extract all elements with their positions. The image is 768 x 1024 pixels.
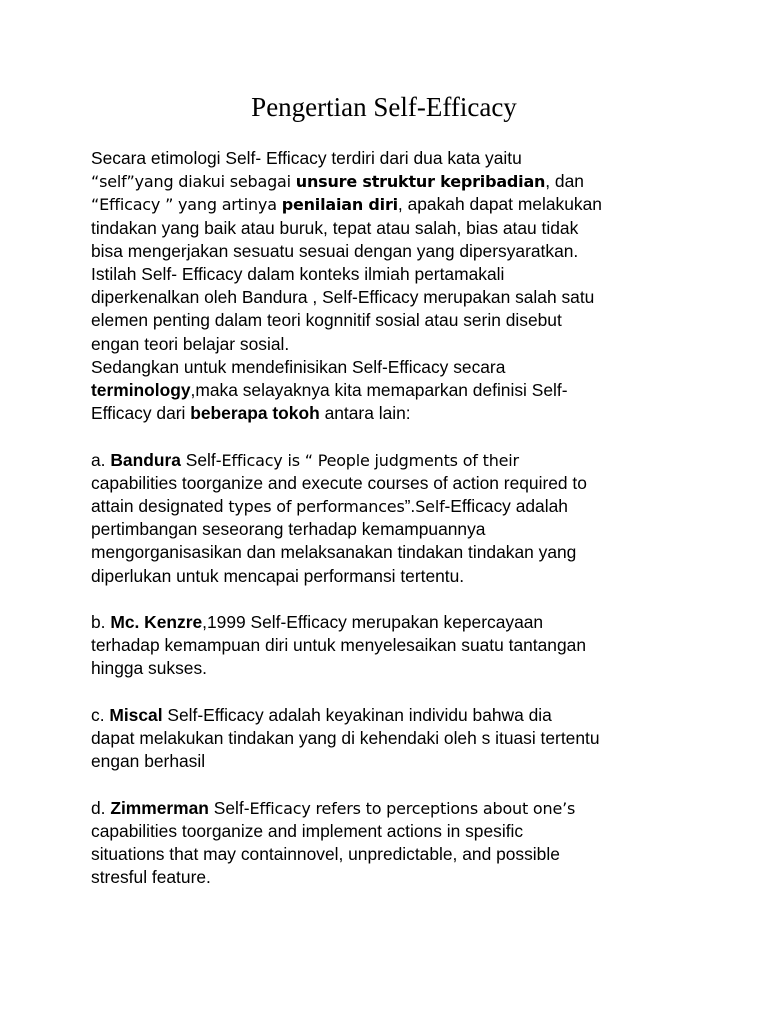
paragraph-gap <box>91 588 691 611</box>
bold-term: unsure struktur kepribadian <box>295 172 546 192</box>
item-label: d. <box>91 797 111 818</box>
author-name: Bandura <box>110 449 181 470</box>
item-label: b. <box>91 612 111 633</box>
text-line: capabilities toorganize and implement actions in spesific <box>91 820 524 841</box>
paragraph-gap <box>91 425 691 448</box>
text-line: elemen penting dalam teori kognnitif sosial atau serin disebut <box>91 310 562 331</box>
author-name: Miscal <box>109 704 163 725</box>
definition-item-c <box>91 704 691 774</box>
text-line <box>91 193 691 216</box>
bold-term: beberapa tokoh <box>190 403 320 424</box>
text-line <box>91 797 691 820</box>
text-run: Self- <box>180 449 222 470</box>
text-run: Self <box>415 497 445 517</box>
text-line <box>91 170 691 193</box>
text-run: Efficacy is “ People judgments of their <box>221 450 519 470</box>
author-name: Zimmerman <box>110 797 209 818</box>
definition-item-b <box>91 611 691 681</box>
document-body <box>91 147 691 889</box>
text-run: , apakah dapat melakukan <box>397 194 602 215</box>
text-line <box>91 495 691 518</box>
text-line: diperkenalkan oleh Bandura , Self-Efficacy merupakan salah satu <box>91 287 595 308</box>
text-run: Efficacy refers to perceptions about one’s <box>249 798 576 818</box>
text-line: tindakan yang baik atau buruk, tepat atau salah, bias atau tidak <box>91 217 579 238</box>
text-run: “self”yang diakui sebagai <box>91 172 296 192</box>
document-title: Pengertian Self-Efficacy <box>251 92 517 122</box>
text-run: ,1999 Self-Efficacy merupakan kepercayaan <box>202 612 544 633</box>
author-name: Mc. Kenzre <box>110 612 203 633</box>
text-run: , dan <box>545 171 584 192</box>
text-line <box>91 379 691 402</box>
text-run: ”. <box>404 496 416 517</box>
text-line: diperlukan untuk mencapai performansi tertentu. <box>91 565 465 586</box>
text-line: engan teori belajar sosial. <box>91 333 290 354</box>
paragraph-gap <box>91 773 691 796</box>
text-line <box>91 611 691 634</box>
text-run: antara lain: <box>319 403 411 424</box>
text-line <box>91 704 691 727</box>
text-run: attain designated <box>91 496 229 517</box>
text-line: bisa mengerjakan sesuatu sesuai dengan yang dipersyaratkan. <box>91 240 579 261</box>
text-line: dapat melakukan tindakan yang di kehendaki oleh s ituasi tertentu <box>91 728 600 749</box>
item-label: c. <box>91 704 110 725</box>
text-line: situations that may containnovel, unpredictable, and possible <box>91 844 560 865</box>
text-line <box>91 402 691 425</box>
intro-paragraph <box>91 147 691 425</box>
text-line: Sedangkan untuk mendefinisikan Self-Efficacy secara <box>91 356 506 377</box>
text-line: terhadap kemampuan diri untuk menyelesaikan suatu tantangan <box>91 635 586 656</box>
text-line: engan berhasil <box>91 751 206 772</box>
text-run: Self-Efficacy adalah keyakinan individu bahwa dia <box>162 704 552 725</box>
text-line <box>91 449 691 472</box>
text-line: stresful feature. <box>91 867 211 888</box>
bold-term: penilaian diri <box>281 195 398 215</box>
definition-item-d <box>91 797 691 890</box>
text-run: types of performances <box>228 497 405 517</box>
text-run: -Efficacy adalah <box>444 496 568 517</box>
text-line: hingga sukses. <box>91 658 208 679</box>
definition-item-a <box>91 449 691 588</box>
text-run: Self- <box>208 797 250 818</box>
text-line: Istilah Self- Efficacy dalam konteks ilmiah pertamakali <box>91 264 505 285</box>
text-run: “Efficacy ” yang artinya <box>91 195 282 215</box>
paragraph-gap <box>91 681 691 704</box>
item-label: a. <box>91 449 111 470</box>
text-line: pertimbangan seseorang terhadap kemampuannya <box>91 519 486 540</box>
text-line: capabilities toorganize and execute courses of action required to <box>91 472 587 493</box>
text-run: ,maka selayaknya kita memaparkan definisi Self- <box>190 380 568 401</box>
text-run: Efficacy dari <box>91 403 191 424</box>
text-line: Secara etimologi Self- Efficacy terdiri dari dua kata yaitu <box>91 148 522 168</box>
bold-term: terminology <box>91 380 191 401</box>
text-line: mengorganisasikan dan melaksanakan tindakan tindakan yang <box>91 542 577 563</box>
